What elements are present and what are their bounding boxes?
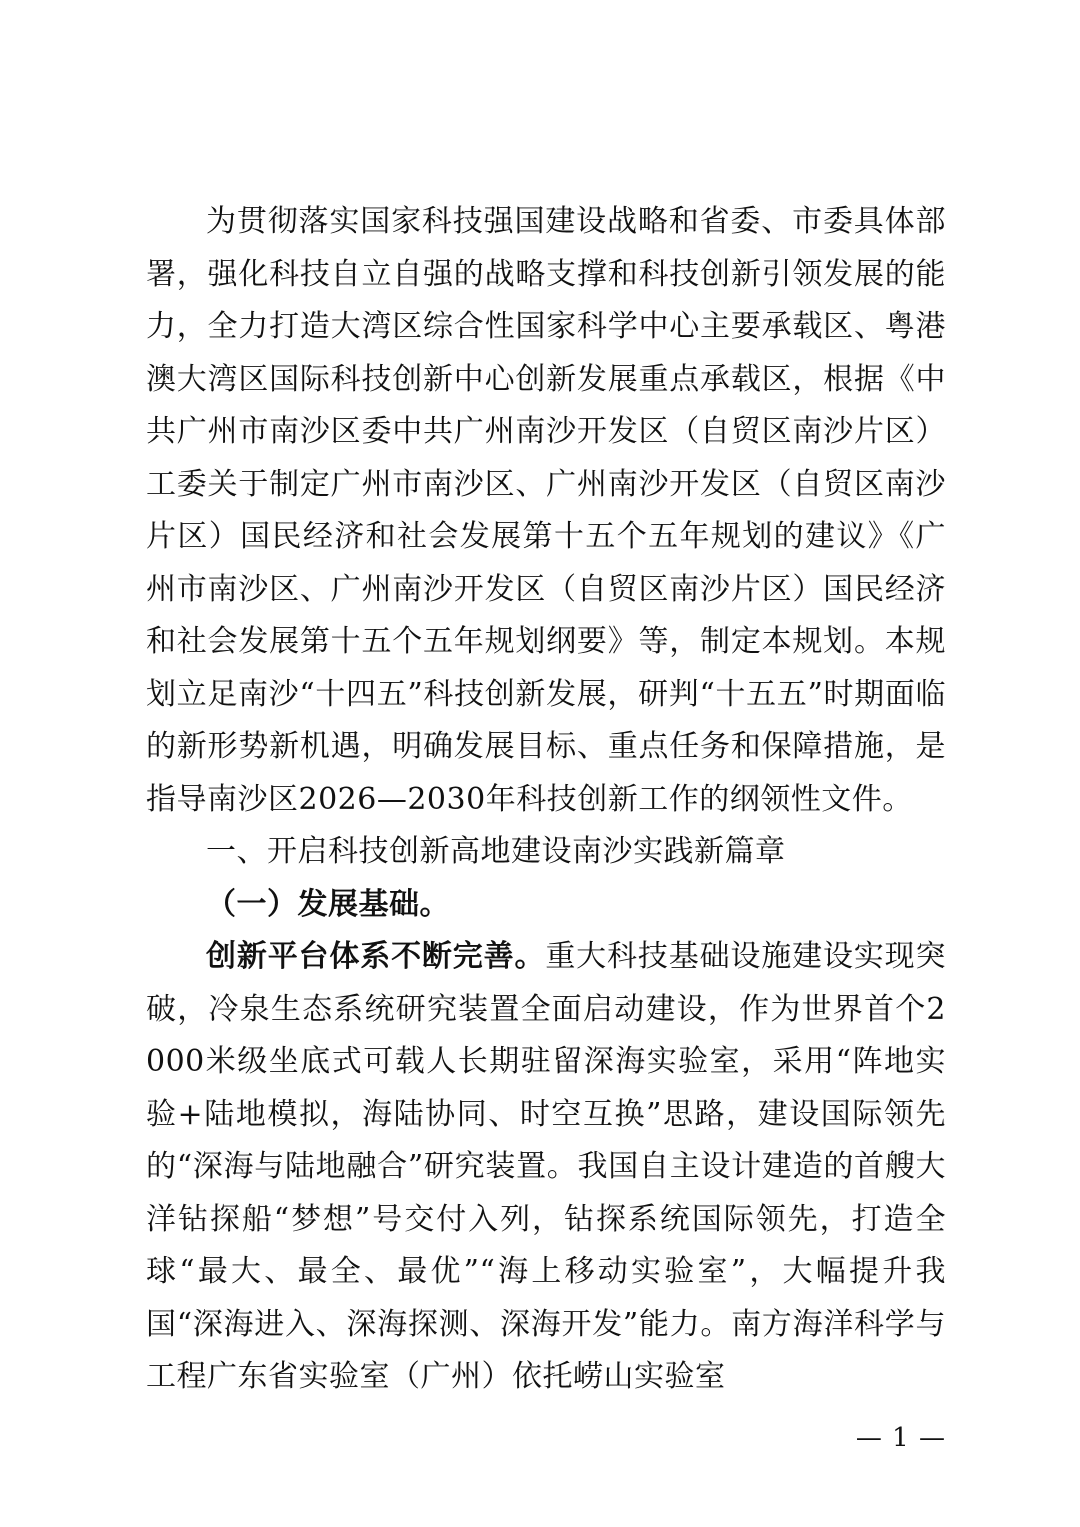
intro-paragraph: 为贯彻落实国家科技强国建设战略和省委、市委具体部署，强化科技自立自强的战略支撑和科技创新引领发展的能力，全力打造大湾区综合性国家科学中心主要承载区、粤港澳大湾区国际科技创新中心创新发展重点承载区，根据《中共广州市南沙区委中共广州南沙开发区（自贸区南沙片区）工委关于制定广州市南沙区、广州南沙开发区（自贸区南沙片区）国民经济和社会发展第十五个五年规划的建议》《广州市南沙区、广州南沙开发区（自贸区南沙片区）国民经济和社会发展第十五个五年规划纲要》等，制定本规划。本规划立足南沙“十四五”科技创新发展，研判“十五五”时期面临的新形势新机遇，明确发展目标、重点任务和保障措施，是指导南沙区2026—2030年科技创新工作的纲领性文件。 (146, 204, 946, 817)
document-body (146, 196, 946, 1404)
page-number: — 1 — (855, 1423, 946, 1453)
body-paragraph (146, 931, 946, 1404)
subsection-heading: （一）发展基础。 (206, 886, 450, 922)
paragraph-lead: 创新平台体系不断完善。 (206, 939, 546, 974)
section-heading: 一、开启科技创新高地建设南沙实践新篇章 (206, 834, 786, 869)
paragraph-text: 重大科技基础设施建设实现突破，冷泉生态系统研究装置全面启动建设，作为世界首个2000米级坐底式可载人长期驻留深海实验室，采用“阵地实验+陆地模拟，海陆协同、时空互换”思路，建设国际领先的“深海与陆地融合”研究装置。我国自主设计建造的首艘大洋钻探船“梦想”号交付入列，钻探系统国际领先，打造全球“最大、最全、最优”“海上移动实验室”，大幅提升我国“深海进入、深海探测、深海开发”能力。南方海洋科学与工程广东省实验室（广州）依托崂山实验室 (146, 939, 947, 1394)
